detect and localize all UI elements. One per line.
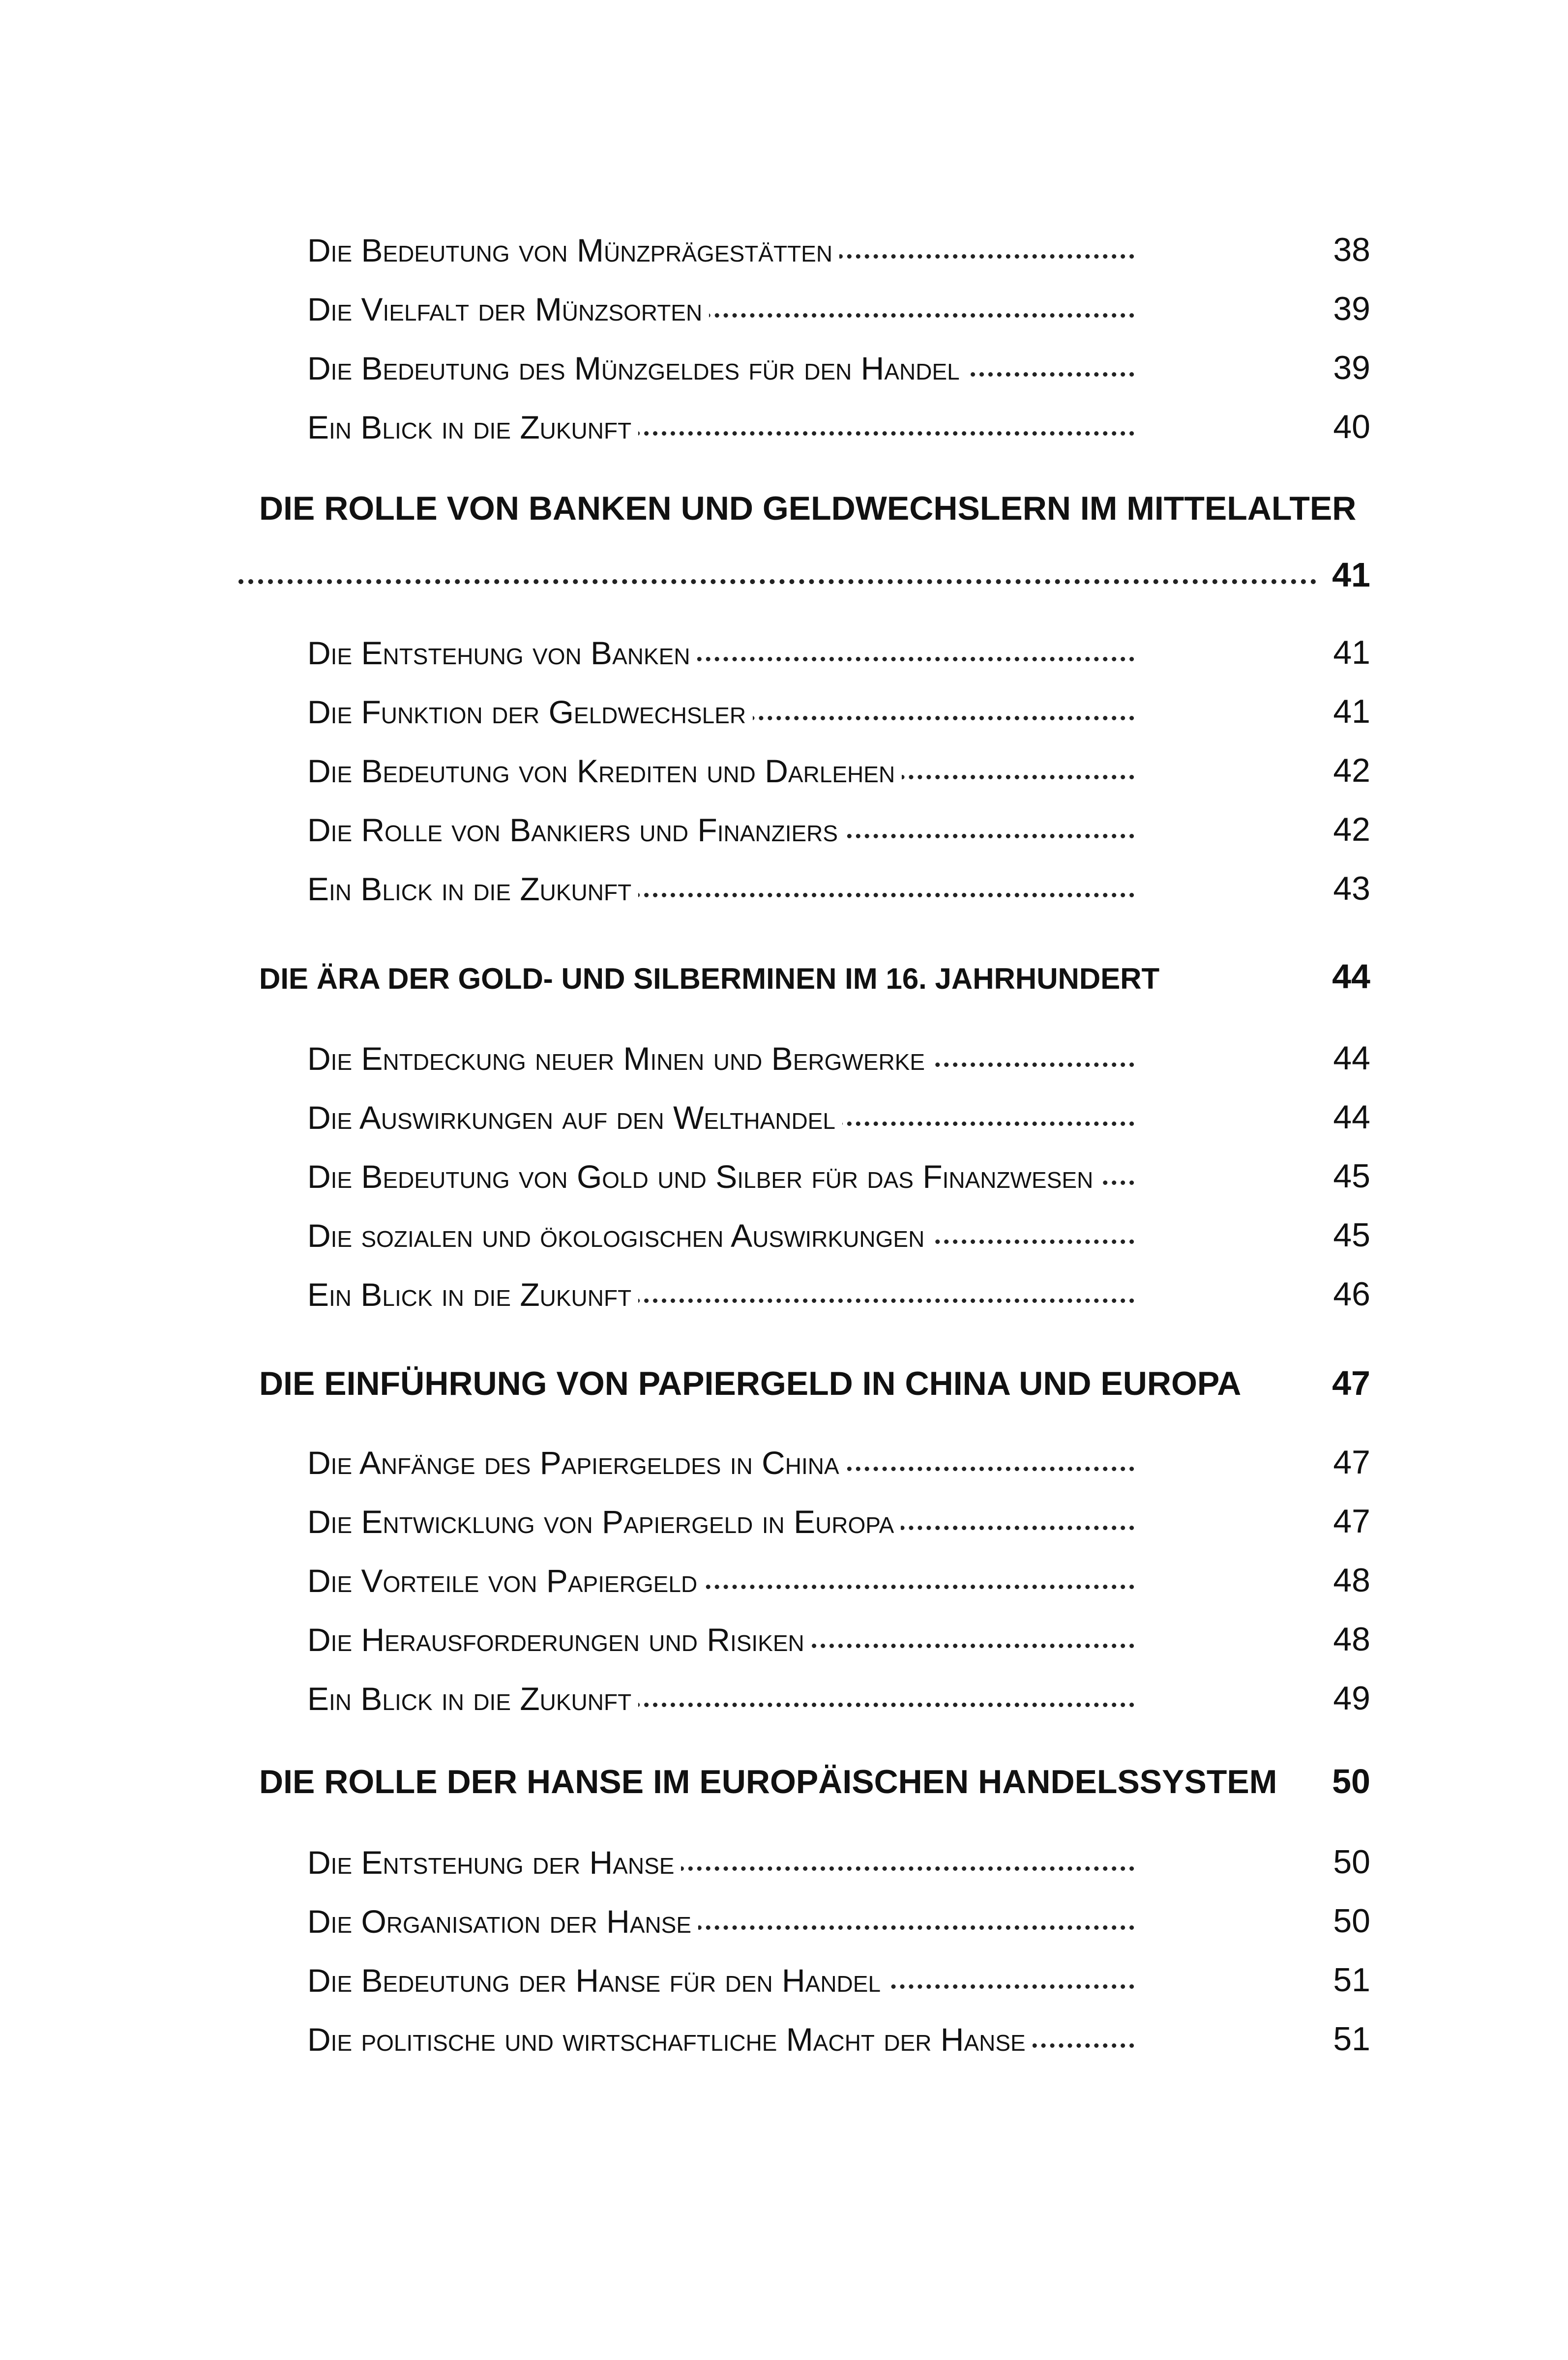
toc-entry[interactable] — [0, 1836, 1568, 1884]
toc-chapter-leader-row[interactable] — [0, 550, 1370, 597]
toc-entry[interactable] — [0, 224, 1568, 271]
toc-entry-page: 46 — [1326, 1277, 1370, 1311]
toc-entry-page: 45 — [1326, 1159, 1370, 1193]
toc-entry-title: Die Organisation der Hanse — [307, 1905, 698, 1938]
toc-entry[interactable] — [0, 863, 1568, 910]
toc-entry-title: Ein Blick in die Zukunft — [307, 1278, 638, 1311]
toc-entry[interactable] — [0, 1673, 1568, 1720]
toc-entry-title: Die Rolle von Bankiers und Finanziers — [307, 814, 845, 846]
toc-entry[interactable] — [0, 1954, 1568, 2002]
toc-entry-title: Ein Blick in die Zukunft — [307, 1682, 638, 1715]
toc-entry-page: 48 — [1326, 1564, 1370, 1597]
toc-chapter[interactable] — [0, 951, 1568, 999]
toc-entry-page: 43 — [1326, 872, 1370, 905]
toc-entry-page: 50 — [1326, 1845, 1370, 1879]
toc-entry[interactable] — [0, 1496, 1568, 1543]
toc-entry-page: 41 — [1326, 695, 1370, 728]
toc-entry[interactable] — [0, 1555, 1568, 1602]
toc-entry[interactable] — [0, 1032, 1568, 1080]
toc-entry[interactable] — [0, 745, 1568, 792]
toc-entry-page: 40 — [1326, 410, 1370, 443]
toc-entry[interactable] — [0, 342, 1568, 389]
toc-entry-page: 42 — [1326, 813, 1370, 846]
toc-entry-page: 39 — [1326, 292, 1370, 325]
toc-chapter-page: 47 — [1325, 1366, 1370, 1400]
toc-entry[interactable] — [0, 627, 1568, 674]
toc-entry-title: Die Bedeutung von Münzprägestätten — [307, 234, 839, 266]
toc-entry[interactable] — [0, 1895, 1568, 1943]
toc-entry-title: Die Anfänge des Papiergeldes in China — [307, 1446, 846, 1479]
toc-entry[interactable] — [0, 1268, 1568, 1316]
toc-chapter-title: DIE EINFÜHRUNG VON PAPIERGELD IN CHINA UND EUROPA — [259, 1367, 1248, 1400]
toc-entry[interactable] — [0, 2013, 1568, 2061]
toc-entry-page: 51 — [1326, 1963, 1370, 1997]
toc-chapter-page: 44 — [1325, 959, 1370, 994]
toc-entry-title: Die Entwicklung von Papiergeld in Europa — [307, 1505, 901, 1538]
toc-entry-title: Die Funktion der Geldwechsler — [307, 696, 753, 728]
toc-entry-title: Ein Blick in die Zukunft — [307, 411, 638, 443]
toc-chapter-page: 41 — [1325, 558, 1370, 592]
toc-chapter[interactable] — [0, 1756, 1568, 1803]
toc-entry-title: Die Herausforderungen und Risiken — [307, 1623, 811, 1656]
toc-entry-page: 48 — [1326, 1622, 1370, 1656]
toc-entry-title: Ein Blick in die Zukunft — [307, 873, 638, 905]
toc-entry-title: Die Entstehung von Banken — [307, 637, 697, 669]
toc-entry-page: 44 — [1326, 1100, 1370, 1134]
toc-entry-page: 51 — [1326, 2022, 1370, 2056]
toc-entry-page: 50 — [1326, 1904, 1370, 1938]
dot-leader — [238, 579, 1316, 584]
toc-entry-page: 42 — [1326, 754, 1370, 787]
toc-entry-page: 47 — [1326, 1504, 1370, 1538]
toc-entry-title: Die Entstehung der Hanse — [307, 1846, 681, 1879]
toc-entry-title: Die Entdeckung neuer Minen und Bergwerke — [307, 1042, 932, 1075]
toc-entry[interactable] — [0, 1437, 1568, 1484]
toc-entry[interactable] — [0, 1614, 1568, 1661]
toc-chapter-title: DIE ROLLE DER HANSE IM EUROPÄISCHEN HANDELSSYSTEM — [259, 1765, 1284, 1799]
toc-entry-title: Die Vielfalt der Münzsorten — [307, 293, 709, 325]
toc-entry-page: 49 — [1326, 1682, 1370, 1715]
toc-entry-title: Die politische und wirtschaftliche Macht der Hanse — [307, 2023, 1033, 2056]
toc-entry-title: Die Bedeutung von Gold und Silber für das Finanzwesen — [307, 1160, 1100, 1193]
toc-entry-page: 45 — [1326, 1218, 1370, 1252]
toc-entry-page: 38 — [1326, 233, 1370, 266]
toc-entry-title: Die Bedeutung des Münzgeldes für den Handel — [307, 352, 967, 384]
toc-chapter[interactable] — [0, 1358, 1568, 1405]
toc-entry[interactable] — [0, 686, 1568, 733]
toc-entry[interactable] — [0, 1092, 1568, 1139]
toc-chapter-page: 50 — [1325, 1764, 1370, 1799]
toc-entry-page: 47 — [1326, 1446, 1370, 1479]
toc-entry[interactable] — [0, 1150, 1568, 1198]
toc-entry-title: Die Bedeutung der Hanse für den Handel — [307, 1964, 888, 1997]
toc-entry-page: 39 — [1326, 351, 1370, 384]
toc-entry-page: 41 — [1326, 636, 1370, 669]
toc-entry[interactable] — [0, 804, 1568, 851]
toc-entry[interactable] — [0, 401, 1568, 448]
toc-entry-title: Die Auswirkungen auf den Welthandel — [307, 1101, 842, 1134]
toc-entry-title: Die Vorteile von Papiergeld — [307, 1564, 704, 1597]
toc-entry[interactable] — [0, 1210, 1568, 1257]
toc-entry-title: Die sozialen und ökologischen Auswirkungen — [307, 1219, 931, 1252]
toc-entry[interactable] — [0, 283, 1568, 330]
toc-entry-page: 44 — [1326, 1041, 1370, 1075]
toc-entry-title: Die Bedeutung von Krediten und Darlehen — [307, 755, 902, 787]
toc-chapter-title: DIE ÄRA DER GOLD- UND SILBERMINEN IM 16. JAHRHUNDERT — [259, 964, 1166, 994]
toc-chapter-title[interactable]: DIE ROLLE VON BANKEN UND GELDWECHSLERN IM MITTELALTER — [259, 490, 1357, 527]
